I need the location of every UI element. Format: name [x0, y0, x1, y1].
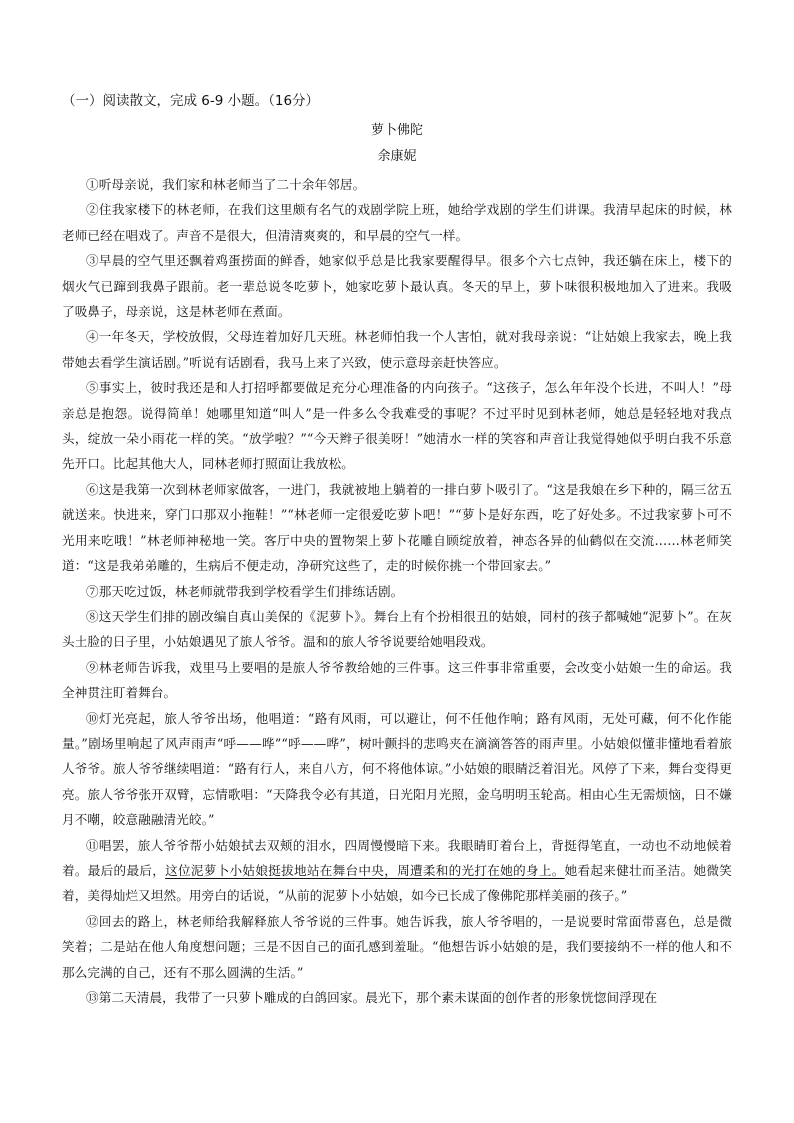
paragraph-4: ④一年冬天，学校放假，父母连着加好几天班。林老师怕我一个人害怕，就对我母亲说：“让姑娘上我家去，晚上我带她去看学生演话剧。”听说有话剧看，我马上来了兴致，使示意母亲赶快答应。: [62, 329, 732, 370]
document-page: [62, 90, 732, 1010]
paragraph-10: ⑩灯光亮起，旅人爷爷出场，他唱道：“路有风雨，可以避让，何不任他作响；路有风雨，无处可藏，何不化作能量。”剧场里响起了风声雨声“呼——哗”“呼——哗”，树叶颤抖的悲鸣夹在滴滴答答的雨声里。小姑娘似懂非懂地看着旅人爷爷。旅人爷爷继续唱道：“路有行人，来自八方，何不将他体谅。”小姑娘的眼睛泛着泪光。风停了下来，舞台变得更亮。旅人爷爷张开双臂，忘情歌唱：“天降我令必有其道，日光阳月光照，金乌明明玉轮高。相由心生无需烦恼，日不嫌月不嘲，皎意融融清光皎。”: [62, 710, 732, 828]
paragraph-12: ⑫回去的路上，林老师给我解释旅人爷爷说的三件事。她告诉我，旅人爷爷唱的，一是说要时常面带喜色，总是微笑着；二是站在他人角度想问题；三是不因自己的面孔感到羞耻。“他想告诉小姑娘的是，我们要接纳不一样的他人和不那么完满的自己，还有不那么圆满的生活。”: [62, 913, 732, 980]
paragraph-11: [62, 833, 732, 909]
section-header: （一）阅读散文，完成 6-9 小题。（16分）: [62, 93, 320, 109]
paragraph-2: ②住我家楼下的林老师，在我们这里颇有名气的戏剧学院上班，她给学戏剧的学生们讲课。我清早起床的时候，林老师已经在唱戏了。声音不是很大，但清清爽爽的，和早晨的空气一样。: [62, 202, 732, 243]
paragraph-3: ③早晨的空气里还飘着鸡蛋捞面的鲜香，她家似乎总是比我家要醒得早。很多个六七点钟，我还躺在床上，楼下的烟火气已蹿到我鼻子跟前。老一辈总说冬吃萝卜，她家吃萝卜最认真。冬天的早上，萝卜味很积极地加入了进来。我吸了吸鼻子，母亲说，这是林老师在煮面。: [62, 253, 732, 320]
paragraph-8: ⑧这天学生们排的剧改编自真山美保的《泥萝卜》。舞台上有个扮相很丑的姑娘，同村的孩子都喊她“泥萝卜”。在灰头土脸的日子里，小姑娘遇见了旅人爷爷。温和的旅人爷爷说要给她唱段戏。: [62, 608, 732, 650]
paragraph-1: ①听母亲说，我们家和林老师当了二十余年邻居。: [86, 177, 366, 192]
article-title: 萝卜佛陀: [370, 123, 423, 138]
paragraph-11-text-before: ⑪唱罢，旅人爷爷帮小姑娘拭去双颊的泪水，四周慢慢暗下来。我眼睛盯着台上，背挺得笔直，一动也不动地候着着。最后的最后，: [62, 837, 732, 878]
paragraph-7: ⑦那天吃过饭，林老师就带我到学校看学生们排练话剧。: [86, 583, 404, 599]
paragraph-11-text-after: 她看起来健壮而圣洁。她微笑着，美得灿烂又坦然。用旁白的话说，“从前的泥萝卜小姑娘，如今已长成了像佛陀那样美丽的孩子。”: [62, 862, 732, 904]
paragraph-13: ⑬第二天清晨，我带了一只萝卜雕成的白鸽回家。晨光下，那个素未谋面的创作者的形象恍惚间浮现在: [86, 990, 658, 1005]
paragraph-6: ⑥这是我第一次到林老师家做客，一进门，我就被地上躺着的一排白萝卜吸引了。“这是我娘在乡下种的，隔三岔五就送来。快进来，穿门口那双小拖鞋！”“林老师一定很爱吃萝卜吧！”“萝卜是好东西，吃了好处多。不过我家萝卜可不光用来吃哦！”林老师神秘地一笑。客厅中央的置物架上萝卜花雕自顾绽放着，神态各异的仙鹤似在交流……林老师笑道：“这是我弟弟雕的，生病后不便走动，净研究这些了，走的时候你挑一个带回家去。”: [62, 481, 732, 574]
paragraph-11-underlined-sentence: 这位泥萝卜小姑娘挺拔地站在舞台中央，周遭柔和的光打在她的身上。: [165, 862, 565, 878]
article-author: 余康妮: [377, 149, 417, 164]
paragraph-5: ⑤事实上，彼时我还是和人打招呼都要做足充分心理准备的内向孩子。“这孩子，怎么年年没个长进，不叫人！”母亲总是抱怨。说得简单！她哪里知道“叫人”是一件多么令我难受的事呢？不过平时见到林老师，她总是轻轻地对我点头，绽放一朵小雨花一样的笑。“放学啦？”“今天辫子很美呀！”她清水一样的笑容和声音让我觉得她似乎明白我不乐意先开口。比起其他大人，同林老师打照面让我放松。: [62, 380, 732, 472]
paragraph-9: ⑨林老师告诉我，戏里马上要唱的是旅人爷爷教给她的三件事。这三件事非常重要，会改变小姑娘一生的命运。我全神贯注盯着舞台。: [62, 659, 732, 701]
